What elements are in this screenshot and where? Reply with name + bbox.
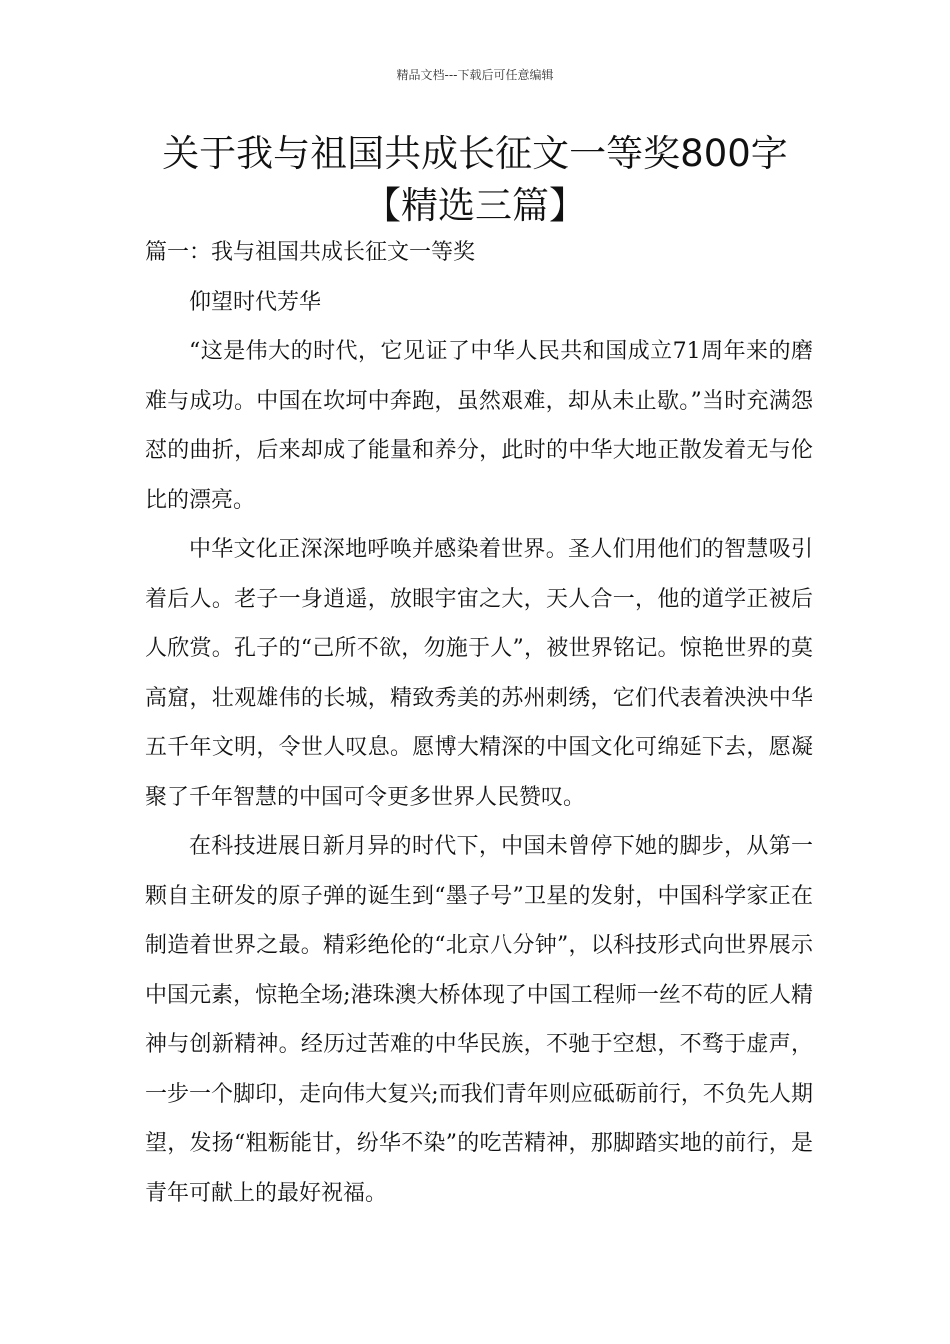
header-note: 精品文档---下载后可任意编辑 bbox=[396, 68, 554, 82]
paragraph-1: “这是伟大的时代，它见证了中华人民共和国成立71周年来的磨难与成功。中国在坎坷中奔跑，虽然艰难，却从未止歇。”当时充满怨怼的曲折，后来却成了能量和养分，此时的中华大地正散发着无与伦比的漂亮。 bbox=[145, 339, 813, 513]
document-title bbox=[100, 128, 850, 232]
document-title-line-1: 关于我与祖国共成长征文一等奖800字 bbox=[162, 132, 788, 175]
paragraph-3: 在科技进展日新月异的时代下，中国未曾停下她的脚步，从第一颗自主研发的原子弹的诞生到“墨子号”卫星的发射，中国科学家正在制造着世界之最。精彩绝伦的“北京八分钟”，以科技形式向世界展示中国元素，惊艳全场;港珠澳大桥体现了中国工程师一丝不苟的匠人精神与创新精神。经历过苦难的中华民族，不驰于空想，不骛于虚声，一步一个脚印，走向伟大复兴;而我们青年则应砥砺前行，不负先人期望，发扬“粗粝能甘，纷华不染”的吃苦精神，那脚踏实地的前行，是青年可献上的最好祝福。 bbox=[145, 834, 813, 1206]
essay-title: 仰望时代芳华 bbox=[189, 289, 322, 315]
paragraph-2: 中华文化正深深地呼唤并感染着世界。圣人们用他们的智慧吸引着后人。老子一身逍遥，放眼宇宙之大，天人合一，他的道学正被后人欣赏。孔子的“己所不欲，勿施于人”，被世界铭记。惊艳世界的莫高窟，壮观雄伟的长城，精致秀美的苏州刺绣，它们代表着泱泱中华五千年文明，令世人叹息。愿博大精深的中国文化可绵延下去，愿凝聚了千年智慧的中国可令更多世界人民赞叹。 bbox=[145, 537, 813, 810]
section-heading: 篇一：我与祖国共成长征文一等奖 bbox=[145, 240, 476, 265]
document-title-line-2: 【精选三篇】 bbox=[364, 184, 586, 227]
document-body bbox=[145, 228, 813, 1218]
